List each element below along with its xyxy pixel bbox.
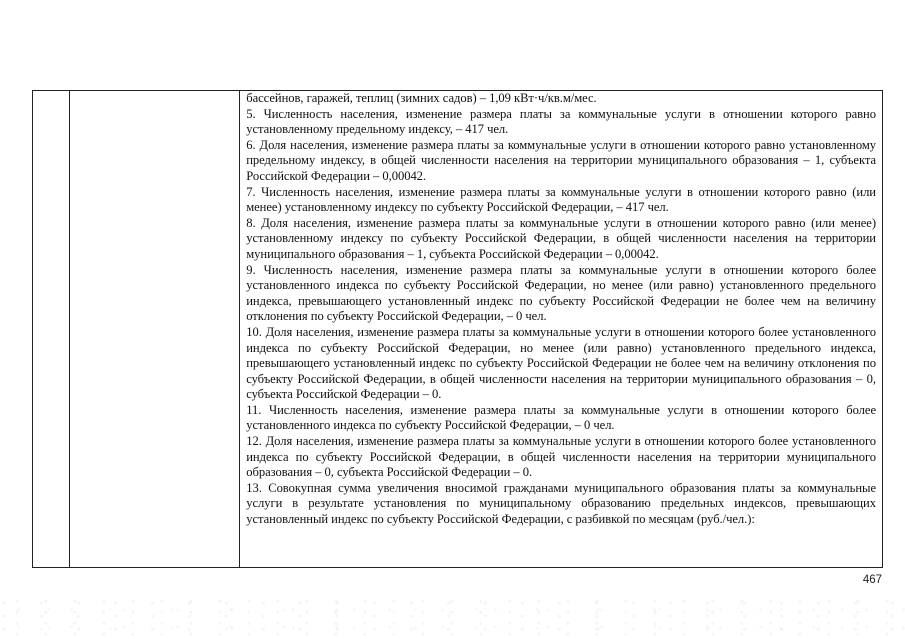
paragraph-item-6: 6. Доля населения, изменение размера платы за коммунальные услуги в отношении которого равно установленному предельному индексу, в общей численности населения на территории муниципального образования – 1, субъекта Российской Федерации – 0,00042. xyxy=(246,137,876,183)
paragraph-item-12: 12. Доля населения, изменение размера платы за коммунальные услуги в отношении которого более установленного индекса по субъекту Российской Федерации, в общей численности населения на территории муниципального образования – 0, субъекта Российской Федерации – 0. xyxy=(246,434,876,480)
paragraph-item-8: 8. Доля населения, изменение размера платы за коммунальные услуги в отношении которого равно (или менее) установленному индексу по субъекту Российской Федерации, в общей численности населения на территории муниципального образования – 1, субъекта Российской Федерации – 0,00042. xyxy=(246,215,876,261)
cell-text xyxy=(240,91,882,528)
paragraph-continuation: бассейнов, гаражей, теплиц (зимних садов) – 1,09 кВт·ч/кв.м/мес. xyxy=(246,91,597,105)
paragraph-item-10: 10. Доля населения, изменение размера платы за коммунальные услуги в отношении которого более установленного индекса по субъекту Российской Федерации, но менее (или равно) установленного предельного индекса, превышающего установленный индекс по субъекту Российской Федерации не более чем на величину отклонения по субъекту Российской Федерации, в общей численности населения на территории муниципального образования – 0, субъекта Российской Федерации – 0. xyxy=(246,324,876,402)
table-cell-name xyxy=(70,91,240,568)
paragraph-item-5: 5. Численность населения, изменение размера платы за коммунальные услуги в отношении которого равно установленному предельному индексу, – 417 чел. xyxy=(246,106,876,137)
table-row xyxy=(33,91,883,568)
paragraph-item-7: 7. Численность населения, изменение размера платы за коммунальные услуги в отношении которого равно (или менее) установленному индексу по субъекту Российской Федерации, – 417 чел. xyxy=(246,184,876,215)
paragraph-item-13: 13. Совокупная сумма увеличения вносимой гражданами муниципального образования платы за коммунальные услуги в результате установления по муниципальному образованию предельных индексов, превышающих установленный индекс по субъекту Российской Федерации, с разбивкой по месяцам (руб./чел.): xyxy=(246,480,876,527)
document-table xyxy=(32,90,883,568)
paragraph-item-9: 9. Численность населения, изменение размера платы за коммунальные услуги в отношении которого более установленного индекса по субъекту Российской Федерации, но менее (или равно) установленного предельного индекса, превышающего установленный индекс по субъекту Российской Федерации не более чем на величину отклонения по субъекту Российской Федерации, – 0 чел. xyxy=(246,262,876,324)
table-cell-content xyxy=(240,91,883,568)
page-number: 467 xyxy=(862,574,882,586)
table-cell-number xyxy=(33,91,70,568)
scan-noise xyxy=(0,598,905,639)
paragraph-item-11: 11. Численность населения, изменение размера платы за коммунальные услуги в отношении которого более установленного индекса по субъекту Российской Федерации, – 0 чел. xyxy=(246,402,876,433)
